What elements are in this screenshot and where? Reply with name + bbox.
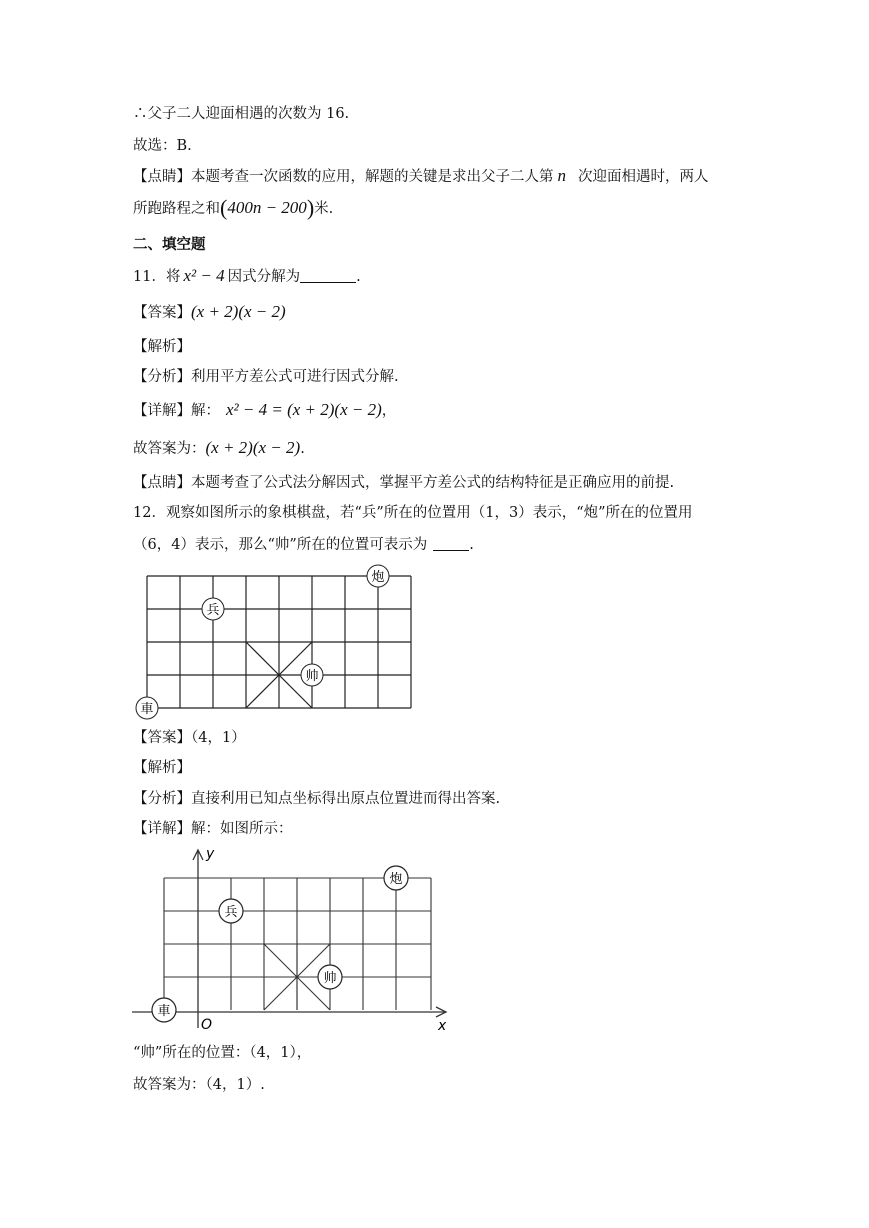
svg-text:炮: 炮 [371,570,385,585]
answer-expression: (x + 2)(x − 2) [191,302,286,321]
q11-comment: 【点睛】本题考查了公式法分解因式，掌握平方差公式的结构特征是正确应用的前提. [133,475,675,491]
solution-expression: x² − 4 = (x + 2)(x − 2) [226,400,382,419]
q11-answer [133,302,286,323]
section-title: 二、填空题 [133,236,206,253]
q11-expression: x² − 4 [183,266,225,285]
answer-blank [433,536,469,551]
comment-line-2: 所跑路程之和(400n − 200)米. [133,195,334,220]
answer-label: 【答案】 [133,305,191,321]
svg-text:車: 車 [157,1004,171,1019]
svg-text:帅: 帅 [305,669,319,684]
piece-shuai [301,664,323,686]
q12-stem-line-2: （6，4）表示，那么“帅”所在的位置可表示为 . [133,537,474,553]
distance-expression: 400n − 200 [227,198,307,217]
origin-label: O [201,1017,213,1033]
q12-answer: 【答案】（4，1） [133,730,246,746]
q12-stem-line-1: 12．观察如图所示的象棋棋盘，若“兵”所在的位置用（1，3）表示，“炮”所在的位置用 [133,505,693,521]
piece-ju [152,998,176,1022]
q11-analysis-label: 【解析】 [133,339,191,355]
q11-stem: 11．将 x² − 4 因式分解为 . [133,266,361,285]
q12-fenxi: 【分析】直接利用已知点坐标得出原点位置进而得出答案. [133,791,501,807]
q12-final-line: 故答案为：（4，1）. [133,1077,265,1093]
svg-text:車: 車 [140,702,154,717]
y-axis-label: y [206,846,215,862]
conclusion-line: ∴父子二人迎面相遇的次数为 16. [133,106,350,122]
svg-text:炮: 炮 [389,872,403,887]
board-grid [147,576,411,708]
piece-pao [384,866,408,890]
q11-final: 故答案为：(x + 2)(x − 2). [133,438,305,457]
board-grid [164,878,431,1010]
comment-label: 【点睛】 [133,169,191,185]
q11-xiangjie: 【详解】解： x² − 4 = (x + 2)(x − 2)， [133,400,397,419]
chessboard-figure [130,562,420,720]
piece-bing [219,899,243,923]
q11-fenxi: 【分析】利用平方差公式可进行因式分解. [133,369,399,385]
answer-blank [300,268,356,283]
svg-text:兵: 兵 [224,905,238,920]
x-axis-label: x [438,1018,447,1034]
var-n: n [557,166,566,185]
piece-ju [136,697,158,719]
piece-pao [367,565,389,587]
coordinate-chessboard-figure [128,844,458,1034]
piece-bing [202,598,224,620]
q12-xiangjie: 【详解】解：如图所示： [133,821,293,837]
q12-result-line: “帅”所在的位置：（4，1）， [133,1045,312,1061]
choice-line: 故选：B. [133,138,192,154]
svg-text:帅: 帅 [323,971,337,986]
final-expression: (x + 2)(x − 2) [205,438,301,457]
svg-text:兵: 兵 [206,603,220,618]
comment-line-1: 【点睛】本题考查一次函数的应用，解题的关键是求出父子二人第 n 次迎面相遇时，两人 [133,166,709,185]
piece-shuai [318,965,342,989]
q12-analysis-label: 【解析】 [133,760,191,776]
